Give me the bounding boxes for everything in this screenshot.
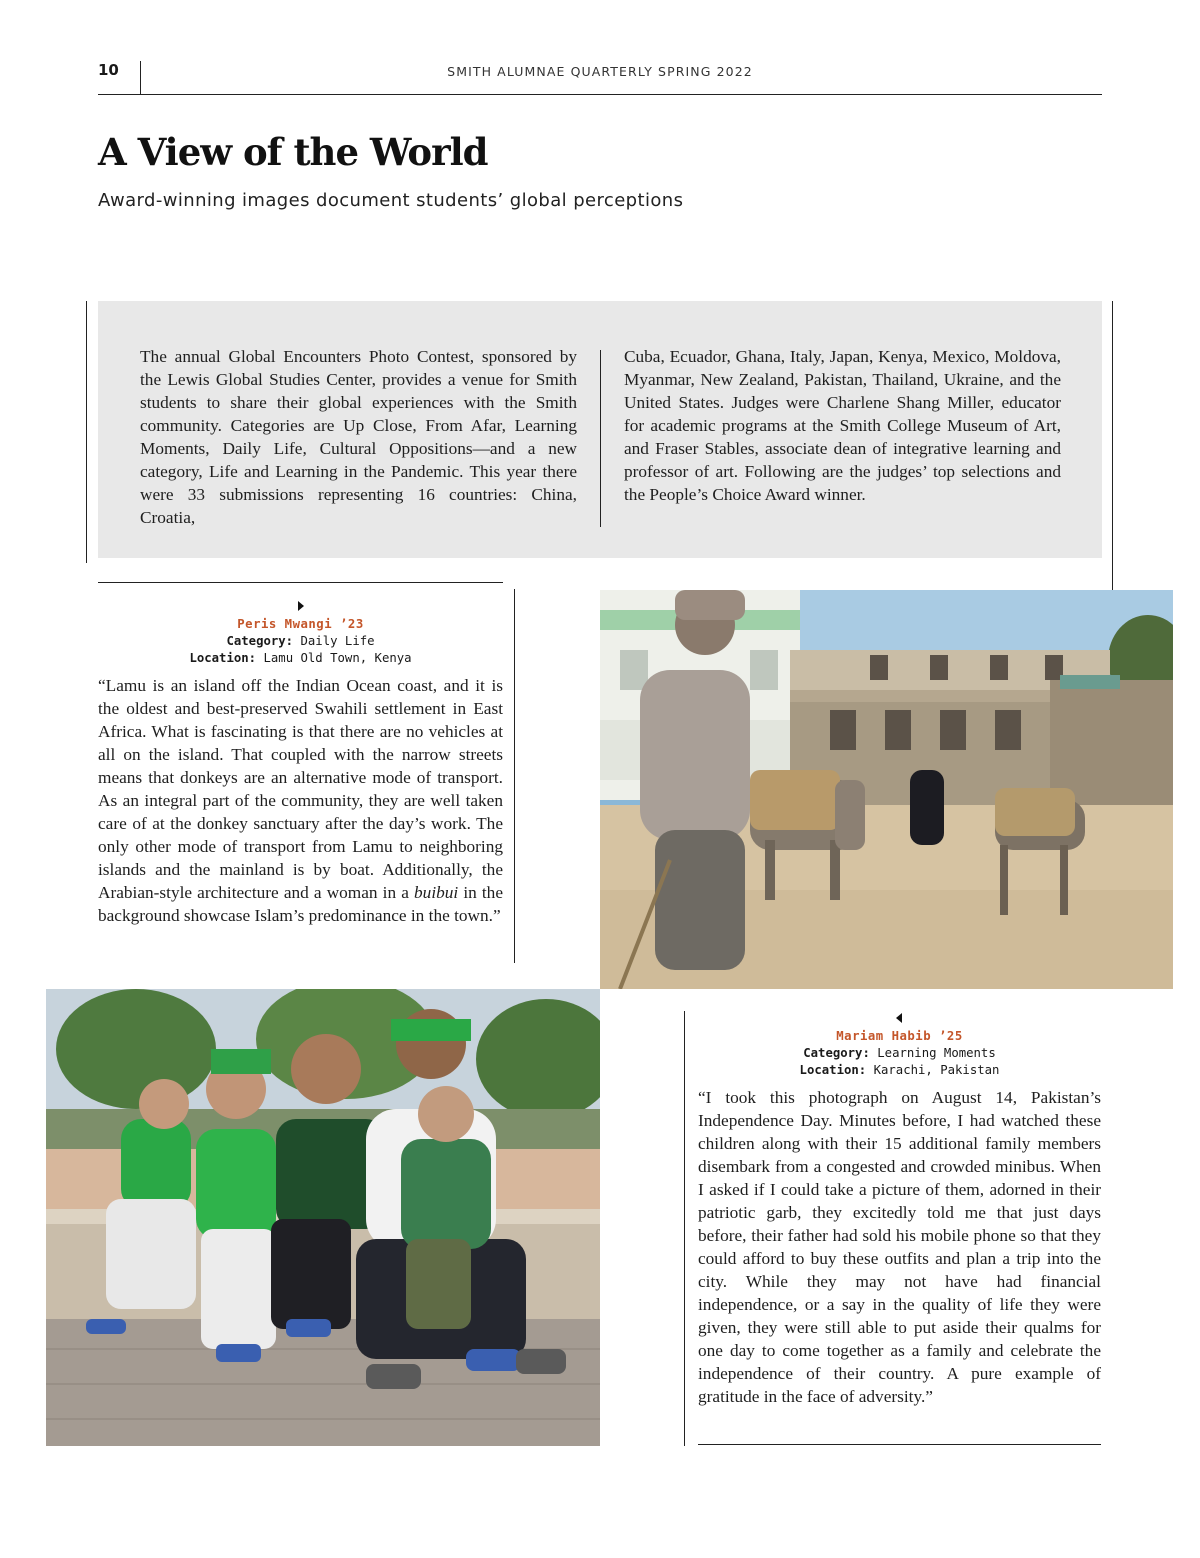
caption-2-quote: “I took this photograph on August 14, Pakistan’s Independence Day. Minutes before, I had watched these children along with their 15 additional family members disembark from a congested and crowded minibus. When I asked if I could take a picture of them, adorned in their patriotic garb, they excitedly told me that just days before, their father had sold his mobile phone so that they could afford to buy these outfits and plan a trip into the city. While they may not have had financial independence, or a say in the quality of life they were given, they were still able to put aside their qualms for one day to come together as a family and celebrate the independence of their country. A pure example of gratitude in the face of adversity.”: [698, 1088, 1101, 1406]
page-number: 10: [98, 61, 119, 79]
category-value: Daily Life: [300, 634, 375, 648]
photo-karachi-children: [46, 989, 600, 1446]
article-title: A View of the World: [98, 130, 488, 174]
header-rule: [98, 94, 1102, 95]
photo-lamu-donkeys: [600, 590, 1173, 989]
intro-left-rule: [86, 301, 87, 563]
category-line: [98, 633, 503, 650]
caption-1-credit: [98, 616, 503, 667]
category-label: Category:: [803, 1046, 870, 1060]
location-value: Karachi, Pakistan: [873, 1063, 1000, 1077]
photographer-name: Peris Mwangi ’23: [237, 617, 364, 631]
running-head: SMITH ALUMNAE QUARTERLY SPRING 2022: [447, 64, 753, 79]
category-value: Learning Moments: [877, 1046, 996, 1060]
location-line: [98, 650, 503, 667]
quote-text-end: in the background showcase Islam’s predominance in the town.”: [98, 883, 503, 925]
intro-column-1: [140, 345, 577, 529]
location-value: Lamu Old Town, Kenya: [263, 651, 412, 665]
caption-1-side-rule: [514, 589, 515, 963]
quote-text: “Lamu is an island off the Indian Ocean coast, and it is the oldest and best-preserved Swahili settlement in East Africa. What is fascinating is that there are no vehicles at all on the island. That coupled with the narrow streets means that donkeys are an alternative mode of transport. As an integral part of the community, they are well taken care of at the donkey sanctuary after the day’s work. The only other mode of transport from Lamu to neighboring islands and the mainland is by boat. Additionally, the Arabian-style architecture and a woman in a: [98, 676, 503, 902]
triangle-right-icon: [298, 601, 304, 611]
intro-right-rule: [1112, 301, 1113, 590]
header-divider-tick: [140, 61, 141, 95]
category-label: Category:: [226, 634, 294, 648]
quote-italic-term: buibui: [414, 883, 459, 902]
photographer-name: Mariam Habib ’25: [836, 1029, 963, 1043]
category-line: [698, 1045, 1101, 1062]
intro-text-2: Cuba, Ecuador, Ghana, Italy, Japan, Kenya, Mexico, Moldova, Myanmar, New Zealand, Pakistan, Thailand, Ukraine, and the United States. Judges were Charlene Shang Miller, educator for academic programs at the Smith College Museum of Art, and Fraser Stables, associate dean of integrative learning and professor of art. Following are the judges’ top selections and the People’s Choice Award winner.: [624, 347, 1061, 504]
caption-2-credit: [698, 1028, 1101, 1079]
caption-1-quote: [98, 674, 503, 927]
location-label: Location:: [189, 651, 257, 665]
intro-column-2: [624, 345, 1061, 506]
caption-2-side-rule: [684, 1011, 685, 1446]
article-subtitle: Award-winning images document students’ global perceptions: [98, 190, 684, 211]
location-label: Location:: [799, 1063, 867, 1077]
caption-2-bottom-rule: [698, 1444, 1101, 1445]
caption-1-top-rule: [98, 582, 503, 583]
intro-text-1: The annual Global Encounters Photo Contest, sponsored by the Lewis Global Studies Center, provides a venue for Smith students to share their global experiences with the Smith community. Categories are Up Close, From Afar, Learning Moments, Daily Life, Cultural Oppositions—and a new category, Life and Learning in the Pandemic. This year there were 33 submissions representing 16 countries: China, Croatia,: [140, 347, 577, 527]
intro-column-divider: [600, 350, 601, 527]
triangle-left-icon: [896, 1013, 902, 1023]
location-line: [698, 1062, 1101, 1079]
